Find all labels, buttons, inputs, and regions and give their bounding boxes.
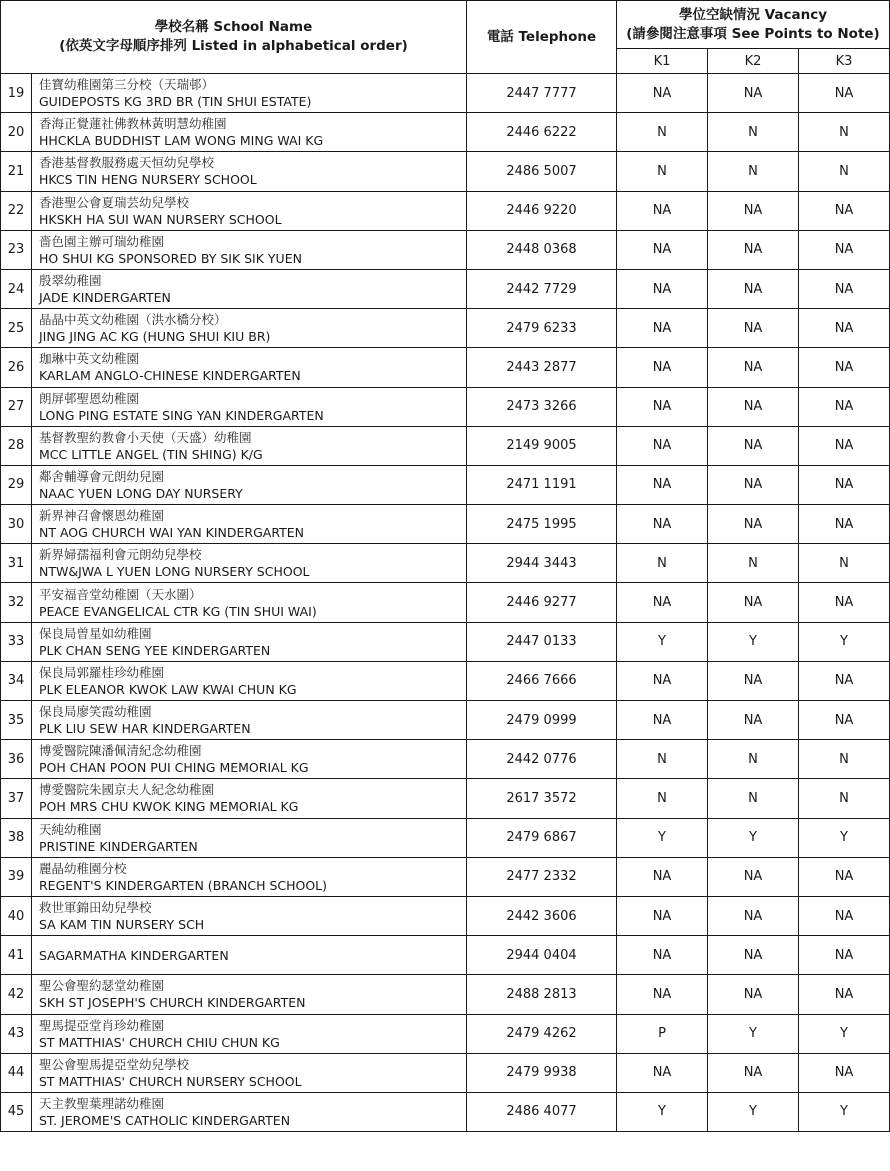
school-name-chinese: 保良局郭羅桂珍幼稚園: [39, 664, 165, 680]
k1-vacancy-cell: N: [617, 544, 708, 583]
school-name-cell: [32, 152, 467, 191]
row-number: 36: [1, 740, 32, 779]
school-name-header-line1: 學校名稱 School Name: [154, 19, 313, 35]
school-name-cell: [32, 975, 467, 1014]
row-number: 20: [1, 113, 32, 152]
k3-vacancy-cell: N: [799, 779, 890, 818]
telephone-cell: 2944 3443: [467, 544, 617, 583]
k2-vacancy-cell: Y: [708, 622, 799, 661]
table-row: [1, 779, 890, 818]
k2-vacancy-cell: NA: [708, 583, 799, 622]
table-row: [1, 74, 890, 113]
school-name-cell: [32, 857, 467, 896]
k2-vacancy-cell: NA: [708, 936, 799, 975]
vacancy-header-line2: (請參閱注意事項 See Points to Note): [626, 25, 880, 42]
telephone-cell: 2447 0133: [467, 622, 617, 661]
k2-vacancy-cell: NA: [708, 857, 799, 896]
k1-vacancy-cell: NA: [617, 387, 708, 426]
table-row: [1, 936, 890, 975]
telephone-cell: 2479 0999: [467, 701, 617, 740]
k1-vacancy-cell: P: [617, 1014, 708, 1053]
table-row: [1, 544, 890, 583]
k3-vacancy-cell: NA: [799, 74, 890, 113]
table-row: [1, 1092, 890, 1131]
school-name-english: HKCS TIN HENG NURSERY SCHOOL: [39, 172, 257, 188]
row-number: 34: [1, 661, 32, 700]
table-row: [1, 857, 890, 896]
school-name-header-line2: (依英文字母順序排列 Listed in alphabetical order): [59, 38, 408, 54]
row-number: 38: [1, 818, 32, 857]
school-name-chinese: 聖公會聖約瑟堂幼稚園: [39, 978, 165, 994]
k3-vacancy-cell: NA: [799, 1053, 890, 1092]
k1-vacancy-cell: NA: [617, 465, 708, 504]
k2-vacancy-cell: NA: [708, 661, 799, 700]
school-name-english: NTW&JWA L YUEN LONG NURSERY SCHOOL: [39, 564, 310, 580]
table-row: [1, 152, 890, 191]
table-body: [1, 74, 890, 1132]
school-name-english: MCC LITTLE ANGEL (TIN SHING) K/G: [39, 446, 263, 462]
k2-vacancy-cell: N: [708, 740, 799, 779]
school-name-chinese: 保良局曽星如幼稚園: [39, 625, 152, 641]
row-number: 24: [1, 269, 32, 308]
table-row: [1, 191, 890, 230]
k3-vacancy-cell: NA: [799, 975, 890, 1014]
k3-vacancy-cell: NA: [799, 661, 890, 700]
k3-vacancy-cell: NA: [799, 936, 890, 975]
k3-vacancy-cell: NA: [799, 701, 890, 740]
school-name-chinese: 香港聖公會夏瑞芸幼兒學校: [39, 194, 190, 210]
school-name-cell: [32, 505, 467, 544]
row-number: 31: [1, 544, 32, 583]
school-name-english: PEACE EVANGELICAL CTR KG (TIN SHUI WAI): [39, 603, 317, 619]
telephone-cell: 2442 3606: [467, 896, 617, 935]
telephone-cell: 2944 0404: [467, 936, 617, 975]
telephone-cell: 2477 2332: [467, 857, 617, 896]
k1-vacancy-cell: NA: [617, 583, 708, 622]
k3-vacancy-cell: NA: [799, 191, 890, 230]
table-row: [1, 701, 890, 740]
row-number: 42: [1, 975, 32, 1014]
school-name-english: HKSKH HA SUI WAN NURSERY SCHOOL: [39, 211, 282, 227]
school-name-chinese: 朗屏邨聖恩幼稚園: [39, 390, 140, 406]
school-name-english: SA KAM TIN NURSERY SCH: [39, 917, 205, 933]
k2-vacancy-cell: NA: [708, 309, 799, 348]
telephone-cell: 2475 1995: [467, 505, 617, 544]
school-name-cell: [32, 348, 467, 387]
telephone-cell: 2447 7777: [467, 74, 617, 113]
school-name-english: ST MATTHIAS' CHURCH CHIU CHUN KG: [39, 1034, 280, 1050]
school-name-cell: [32, 1014, 467, 1053]
k3-vacancy-cell: NA: [799, 583, 890, 622]
k3-vacancy-cell: NA: [799, 348, 890, 387]
k2-vacancy-cell: NA: [708, 701, 799, 740]
k1-vacancy-cell: NA: [617, 936, 708, 975]
table-row: [1, 975, 890, 1014]
school-name-english: NAAC YUEN LONG DAY NURSERY: [39, 485, 243, 501]
table-row: [1, 1014, 890, 1053]
school-name-cell: [32, 1092, 467, 1131]
school-name-cell: [32, 309, 467, 348]
table-row: [1, 113, 890, 152]
row-number: 44: [1, 1053, 32, 1092]
k2-vacancy-cell: NA: [708, 230, 799, 269]
school-name-english: LONG PING ESTATE SING YAN KINDERGARTEN: [39, 407, 324, 423]
k2-vacancy-cell: N: [708, 779, 799, 818]
table-row: [1, 505, 890, 544]
telephone-cell: 2479 4262: [467, 1014, 617, 1053]
school-name-chinese: 博愛醫院朱國京夫人紀念幼稚園: [39, 782, 215, 798]
school-name-cell: [32, 74, 467, 113]
table-row: [1, 348, 890, 387]
school-name-cell: [32, 622, 467, 661]
k2-vacancy-cell: NA: [708, 896, 799, 935]
k1-vacancy-cell: N: [617, 740, 708, 779]
table-row: [1, 269, 890, 308]
school-name-cell: [32, 1053, 467, 1092]
school-name-chinese: 鄰舍輔導會元朗幼兒園: [39, 468, 165, 484]
telephone-cell: 2486 5007: [467, 152, 617, 191]
k2-vacancy-cell: Y: [708, 818, 799, 857]
k2-header: K2: [708, 49, 799, 74]
table-row: [1, 309, 890, 348]
school-name-cell: [32, 230, 467, 269]
school-name-cell: [32, 936, 467, 975]
k2-vacancy-cell: NA: [708, 1053, 799, 1092]
k2-vacancy-cell: NA: [708, 975, 799, 1014]
k2-vacancy-cell: NA: [708, 465, 799, 504]
k2-vacancy-cell: N: [708, 152, 799, 191]
row-number: 22: [1, 191, 32, 230]
telephone-cell: 2448 0368: [467, 230, 617, 269]
k2-vacancy-cell: NA: [708, 74, 799, 113]
k1-vacancy-cell: NA: [617, 426, 708, 465]
k2-vacancy-cell: N: [708, 113, 799, 152]
school-name-chinese: 佳寶幼稚園第三分校（天瑞邨）: [39, 77, 215, 93]
row-number: 37: [1, 779, 32, 818]
school-name-cell: [32, 701, 467, 740]
school-name-cell: [32, 779, 467, 818]
k2-vacancy-cell: NA: [708, 269, 799, 308]
school-name-english: KARLAM ANGLO-CHINESE KINDERGARTEN: [39, 368, 301, 384]
row-number: 32: [1, 583, 32, 622]
school-name-chinese: 保良局廖笑霞幼稚園: [39, 704, 152, 720]
k1-vacancy-cell: Y: [617, 818, 708, 857]
row-number: 39: [1, 857, 32, 896]
k1-vacancy-cell: NA: [617, 896, 708, 935]
telephone-cell: 2446 9220: [467, 191, 617, 230]
telephone-cell: 2617 3572: [467, 779, 617, 818]
school-name-chinese: 博愛醫院陳潘佩清紀念幼稚園: [39, 743, 202, 759]
school-name-cell: [32, 269, 467, 308]
table-row: [1, 230, 890, 269]
k3-vacancy-cell: NA: [799, 269, 890, 308]
table-row: [1, 1053, 890, 1092]
school-name-english: PRISTINE KINDERGARTEN: [39, 838, 198, 854]
table-row: [1, 818, 890, 857]
k2-vacancy-cell: N: [708, 544, 799, 583]
school-name-cell: [32, 661, 467, 700]
school-name-cell: [32, 191, 467, 230]
telephone-cell: 2479 6233: [467, 309, 617, 348]
table-row: [1, 387, 890, 426]
school-name-chinese: 新界神召會懷恩幼稚園: [39, 508, 165, 524]
k3-vacancy-cell: Y: [799, 1014, 890, 1053]
table-row: [1, 426, 890, 465]
row-number: 23: [1, 230, 32, 269]
row-number: 21: [1, 152, 32, 191]
school-name-english: SKH ST JOSEPH'S CHURCH KINDERGARTEN: [39, 995, 306, 1011]
school-name-chinese: 聖公會聖馬提亞堂幼兒學校: [39, 1056, 190, 1072]
row-number: 29: [1, 465, 32, 504]
telephone-cell: 2443 2877: [467, 348, 617, 387]
telephone-cell: 2446 6222: [467, 113, 617, 152]
school-name-english: HHCKLA BUDDHIST LAM WONG MING WAI KG: [39, 133, 324, 149]
k3-header: K3: [799, 49, 890, 74]
school-name-chinese: 新界婦孺福利會元朗幼兒學校: [39, 547, 202, 563]
school-name-english: GUIDEPOSTS KG 3RD BR (TIN SHUI ESTATE): [39, 94, 312, 110]
k3-vacancy-cell: NA: [799, 426, 890, 465]
table-row: [1, 583, 890, 622]
vacancy-header: [617, 1, 890, 49]
k2-vacancy-cell: Y: [708, 1092, 799, 1131]
school-name-english: PLK LIU SEW HAR KINDERGARTEN: [39, 721, 251, 737]
k1-vacancy-cell: NA: [617, 1053, 708, 1092]
k3-vacancy-cell: NA: [799, 896, 890, 935]
k3-vacancy-cell: Y: [799, 818, 890, 857]
school-name-chinese: 救世軍錦田幼兒學校: [39, 900, 152, 916]
school-name-cell: [32, 740, 467, 779]
k1-vacancy-cell: NA: [617, 230, 708, 269]
k1-vacancy-cell: N: [617, 113, 708, 152]
row-number: 19: [1, 74, 32, 113]
school-name-english: POH CHAN POON PUI CHING MEMORIAL KG: [39, 760, 309, 776]
k1-vacancy-cell: NA: [617, 309, 708, 348]
k2-vacancy-cell: NA: [708, 426, 799, 465]
school-name-english: ST. JEROME'S CATHOLIC KINDERGARTEN: [39, 1112, 291, 1128]
table-row: [1, 740, 890, 779]
table-row: [1, 896, 890, 935]
vacancy-header-line1: 學位空缺情況 Vacancy: [678, 6, 828, 23]
k1-header: K1: [617, 49, 708, 74]
school-name-chinese: 香港基督教服務處天恒幼兒學校: [39, 155, 215, 171]
k3-vacancy-cell: NA: [799, 857, 890, 896]
row-number: 27: [1, 387, 32, 426]
row-number: 35: [1, 701, 32, 740]
telephone-cell: 2442 0776: [467, 740, 617, 779]
school-name-english: POH MRS CHU KWOK KING MEMORIAL KG: [39, 799, 299, 815]
school-name-chinese: 香海正覺蓮社佛教林黃明慧幼稚園: [39, 116, 227, 132]
k3-vacancy-cell: NA: [799, 309, 890, 348]
row-number: 33: [1, 622, 32, 661]
k1-vacancy-cell: NA: [617, 269, 708, 308]
k3-vacancy-cell: Y: [799, 622, 890, 661]
k2-vacancy-cell: NA: [708, 387, 799, 426]
school-name-chinese: 天純幼稚園: [39, 821, 102, 837]
row-number: 25: [1, 309, 32, 348]
school-name-cell: [32, 387, 467, 426]
k3-vacancy-cell: N: [799, 113, 890, 152]
k1-vacancy-cell: N: [617, 779, 708, 818]
school-name-chinese: 天主教聖葉理諾幼稚園: [39, 1095, 165, 1111]
k1-vacancy-cell: NA: [617, 701, 708, 740]
k1-vacancy-cell: Y: [617, 1092, 708, 1131]
school-name-header: [1, 1, 467, 74]
school-name-english: REGENT'S KINDERGARTEN (BRANCH SCHOOL): [39, 877, 328, 893]
telephone-cell: 2473 3266: [467, 387, 617, 426]
school-name-english: SAGARMATHA KINDERGARTEN: [39, 947, 229, 963]
row-number: 43: [1, 1014, 32, 1053]
school-name-cell: [32, 583, 467, 622]
school-name-english: PLK ELEANOR KWOK LAW KWAI CHUN KG: [39, 681, 297, 697]
k1-vacancy-cell: Y: [617, 622, 708, 661]
school-name-chinese: 平安福音堂幼稚園（天水圍）: [39, 586, 202, 602]
school-name-chinese: 晶晶中英文幼稚園（洪水橋分校）: [39, 312, 227, 328]
k1-vacancy-cell: NA: [617, 74, 708, 113]
school-name-english: NT AOG CHURCH WAI YAN KINDERGARTEN: [39, 525, 304, 541]
k1-vacancy-cell: NA: [617, 975, 708, 1014]
k3-vacancy-cell: NA: [799, 505, 890, 544]
telephone-cell: 2488 2813: [467, 975, 617, 1014]
k1-vacancy-cell: NA: [617, 661, 708, 700]
k2-vacancy-cell: NA: [708, 191, 799, 230]
school-name-chinese: 聖馬提亞堂肖珍幼稚園: [39, 1017, 165, 1033]
k3-vacancy-cell: Y: [799, 1092, 890, 1131]
k1-vacancy-cell: NA: [617, 191, 708, 230]
school-name-english: HO SHUI KG SPONSORED BY SIK SIK YUEN: [39, 250, 302, 266]
school-name-cell: [32, 544, 467, 583]
school-name-cell: [32, 896, 467, 935]
row-number: 41: [1, 936, 32, 975]
school-name-cell: [32, 818, 467, 857]
row-number: 40: [1, 896, 32, 935]
k3-vacancy-cell: N: [799, 152, 890, 191]
telephone-cell: 2479 9938: [467, 1053, 617, 1092]
k2-vacancy-cell: NA: [708, 505, 799, 544]
k1-vacancy-cell: NA: [617, 505, 708, 544]
k3-vacancy-cell: N: [799, 544, 890, 583]
school-name-english: JING JING AC KG (HUNG SHUI KIU BR): [39, 329, 271, 345]
table-row: [1, 661, 890, 700]
row-number: 28: [1, 426, 32, 465]
school-name-english: JADE KINDERGARTEN: [39, 290, 171, 306]
telephone-cell: 2471 1191: [467, 465, 617, 504]
school-name-chinese: 嗇色園主辦可瑞幼稚園: [39, 233, 165, 249]
school-name-chinese: 殷翠幼稚園: [39, 273, 102, 289]
telephone-cell: 2442 7729: [467, 269, 617, 308]
k3-vacancy-cell: N: [799, 740, 890, 779]
table-row: [1, 465, 890, 504]
school-name-chinese: 麗晶幼稚園分校: [39, 860, 127, 876]
telephone-cell: 2479 6867: [467, 818, 617, 857]
k3-vacancy-cell: NA: [799, 387, 890, 426]
school-name-english: ST MATTHIAS' CHURCH NURSERY SCHOOL: [39, 1073, 302, 1089]
telephone-cell: 2486 4077: [467, 1092, 617, 1131]
row-number: 45: [1, 1092, 32, 1131]
telephone-header: 電話 Telephone: [467, 1, 617, 74]
school-name-chinese: 珈琳中英文幼稚園: [39, 351, 140, 367]
row-number: 30: [1, 505, 32, 544]
telephone-cell: 2149 9005: [467, 426, 617, 465]
k1-vacancy-cell: NA: [617, 348, 708, 387]
k2-vacancy-cell: NA: [708, 348, 799, 387]
telephone-cell: 2466 7666: [467, 661, 617, 700]
school-name-cell: [32, 465, 467, 504]
row-number: 26: [1, 348, 32, 387]
k1-vacancy-cell: N: [617, 152, 708, 191]
k3-vacancy-cell: NA: [799, 465, 890, 504]
school-name-cell: [32, 426, 467, 465]
school-name-english: PLK CHAN SENG YEE KINDERGARTEN: [39, 642, 271, 658]
school-name-cell: [32, 113, 467, 152]
school-name-chinese: 基督教聖約教會小天使（天盛）幼稚園: [39, 429, 252, 445]
k3-vacancy-cell: NA: [799, 230, 890, 269]
telephone-cell: 2446 9277: [467, 583, 617, 622]
k1-vacancy-cell: NA: [617, 857, 708, 896]
k2-vacancy-cell: Y: [708, 1014, 799, 1053]
table-row: [1, 622, 890, 661]
